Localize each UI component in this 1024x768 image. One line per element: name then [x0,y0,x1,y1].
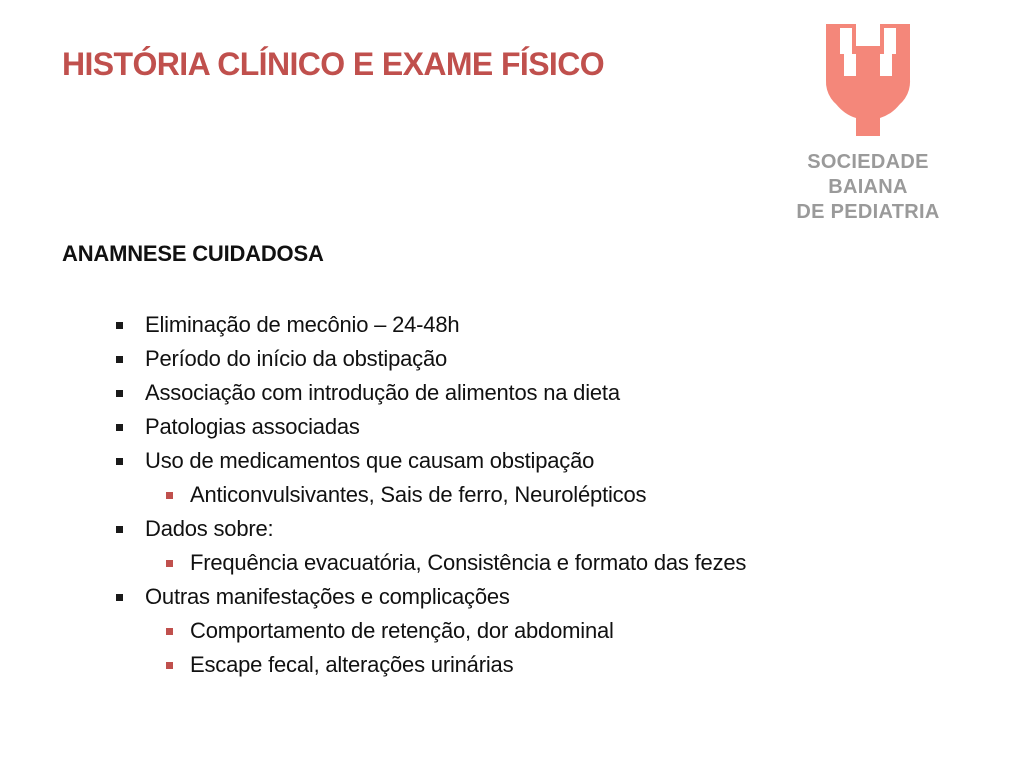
logo-line: SOCIEDADE [807,151,929,173]
bullet-text: Associação com introdução de alimentos na dieta [145,380,620,405]
bullet-text: Outras manifestações e complicações [145,584,510,609]
bullet-text: Período do início da obstipação [145,346,448,371]
logo-line: BAIANA [828,176,908,198]
sub-bullet-item [0,546,1024,580]
square-bullet-icon [166,492,173,499]
square-bullet-icon [166,560,173,567]
logo-line: DE PEDIATRIA [796,201,940,223]
square-bullet-icon [166,662,173,669]
square-bullet-icon [116,390,123,397]
bullet-item [0,512,1024,546]
bullet-item [0,580,1024,614]
bullet-text: Escape fecal, alterações urinárias [190,652,514,677]
square-bullet-icon [116,356,123,363]
bullet-text: Patologias associadas [145,414,360,439]
square-bullet-icon [116,322,123,329]
sub-bullet-item [0,478,1024,512]
bullet-item [0,444,1024,478]
sociedade-baiana-de-pediatria-logo [788,18,948,233]
square-bullet-icon [116,594,123,601]
bullet-text: Comportamento de retenção, dor abdominal [190,618,614,643]
square-bullet-icon [116,424,123,431]
bullet-item [0,342,1024,376]
square-bullet-icon [116,458,123,465]
sub-bullet-item [0,648,1024,682]
square-bullet-icon [116,526,123,533]
bullet-list [0,308,1024,682]
bullet-item [0,308,1024,342]
bullet-text: Dados sobre: [145,516,274,541]
bullet-item [0,376,1024,410]
sub-bullet-item [0,614,1024,648]
bullet-text: Frequência evacuatória, Consistência e formato das fezes [190,550,747,575]
bullet-text: Anticonvulsivantes, Sais de ferro, Neurolépticos [190,482,647,507]
logo-text [788,150,948,225]
bullet-text: Eliminação de mecônio – 24-48h [145,312,460,337]
bullet-text: Uso de medicamentos que causam obstipação [145,448,595,473]
slide-title: HISTÓRIA CLÍNICO E EXAME FÍSICO [62,46,605,82]
section-heading: ANAMNESE CUIDADOSA [62,241,324,266]
square-bullet-icon [166,628,173,635]
bullet-item [0,410,1024,444]
cross-logo-icon [788,18,948,148]
